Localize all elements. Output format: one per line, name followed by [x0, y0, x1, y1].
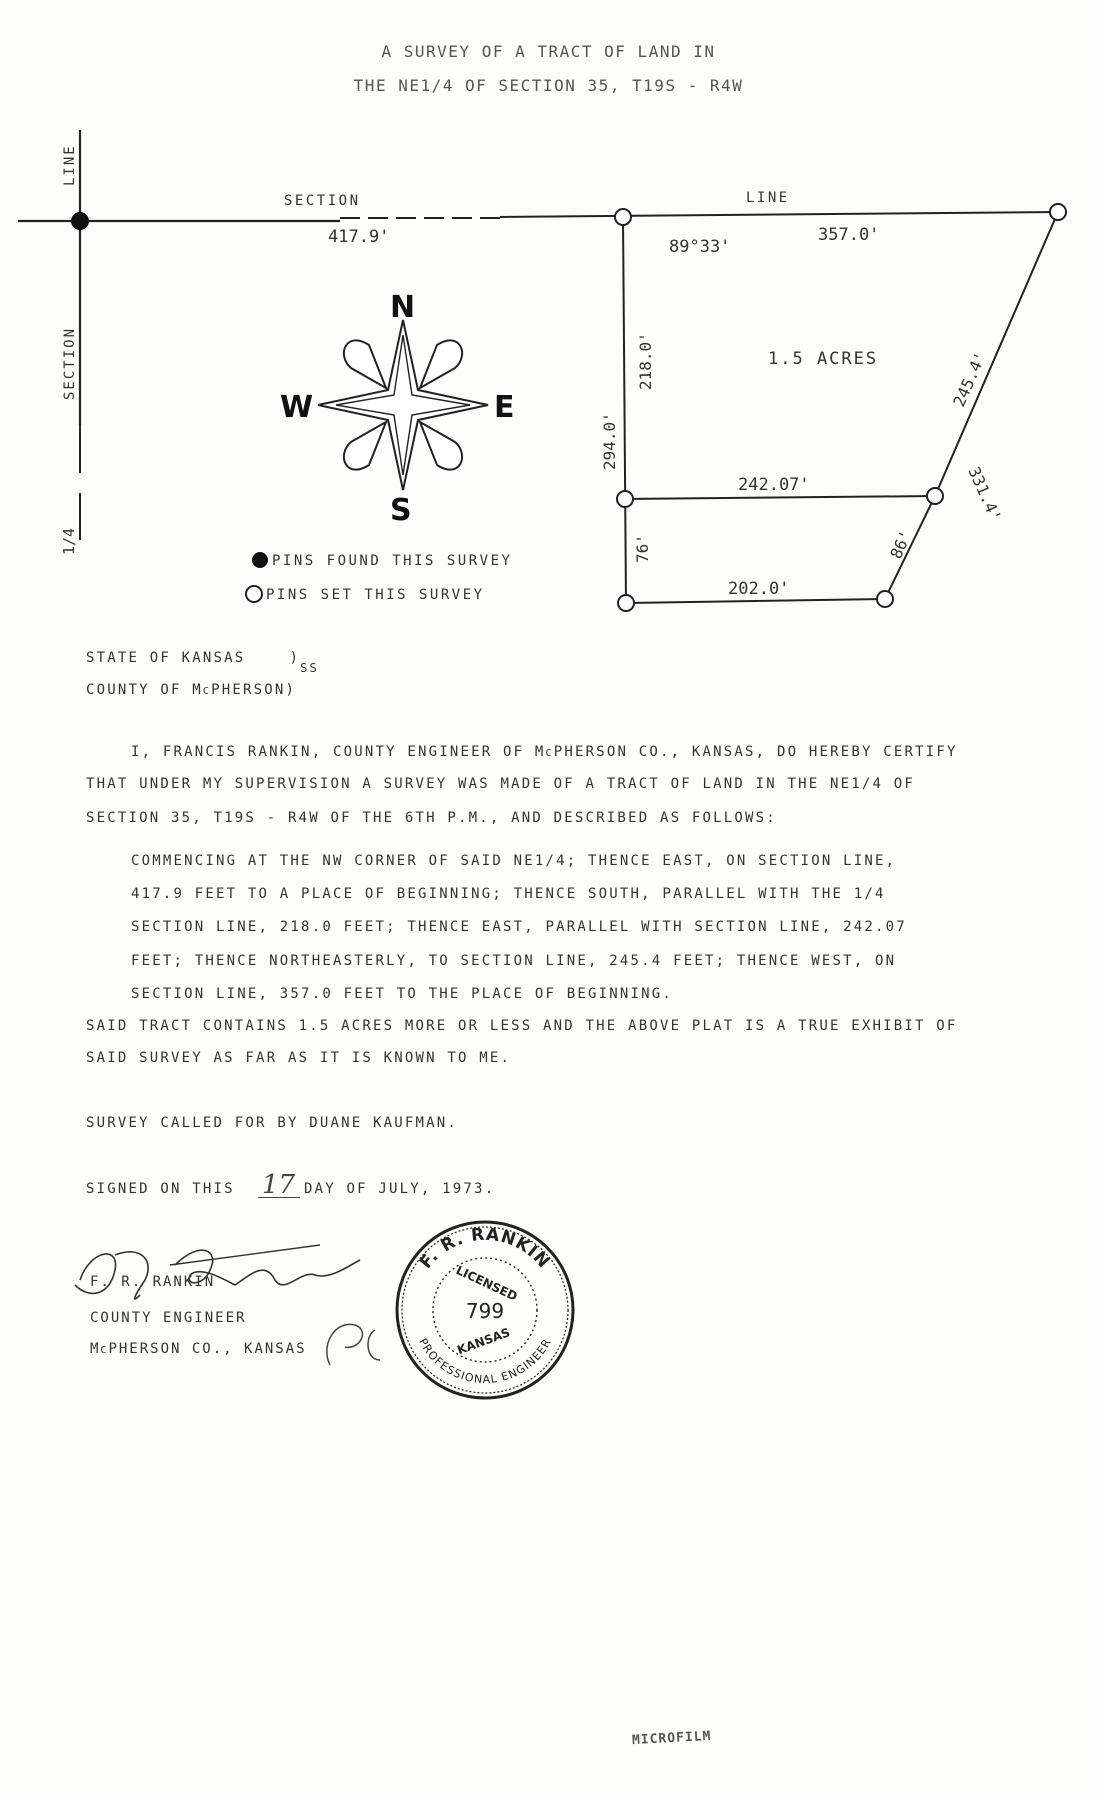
- dimension-357-0: 357.0': [818, 225, 880, 245]
- tract-middle-line: [625, 496, 935, 499]
- compass-s: S: [390, 493, 412, 528]
- signer-org: McPHERSON CO., KANSAS: [90, 1341, 307, 1357]
- signed-on-prefix: SIGNED ON THIS: [86, 1181, 235, 1197]
- legend-pin-found-icon: [252, 552, 268, 568]
- vertical-section-label: SECTION: [62, 326, 78, 400]
- vertical-line-label: LINE: [62, 144, 78, 186]
- title-line-2: THE NE1/4 OF SECTION 35, T19S - R4W: [353, 76, 744, 95]
- signed-on-suffix: DAY OF JULY, 1973.: [304, 1181, 496, 1197]
- certificate-line-2: THAT UNDER MY SUPERVISION A SURVEY WAS MADE OF A TRACT OF LAND IN THE NE1/4 OF: [86, 776, 916, 792]
- dimension-202-0: 202.0': [728, 579, 790, 599]
- day-underline: [258, 1197, 300, 1198]
- vertical-quarter-label: 1/4: [60, 527, 78, 555]
- dimension-245-4: 245.4': [949, 349, 991, 410]
- legend-found-label: PINS FOUND THIS SURVEY: [272, 553, 513, 569]
- dimension-218-0: 218.0': [636, 332, 655, 390]
- description-line-5: SECTION LINE, 357.0 FEET TO THE PLACE OF BEGINNING.: [131, 986, 674, 1002]
- certificate-line-1: I, FRANCIS RANKIN, COUNTY ENGINEER OF McPHERSON CO., KANSAS, DO HEREBY CERTIFY: [131, 744, 958, 760]
- pin-set-icon: [618, 595, 634, 611]
- svg-text:KANSAS: KANSAS: [455, 1325, 512, 1358]
- tract-northeast-line: [935, 212, 1058, 496]
- contains-line-1: SAID TRACT CONTAINS 1.5 ACRES MORE OR LESS AND THE ABOVE PLAT IS A TRUE EXHIBIT OF: [86, 1018, 958, 1034]
- dimension-331-4: 331.4': [964, 463, 1006, 525]
- section-line-east: [500, 212, 1058, 217]
- compass-n: N: [390, 290, 416, 325]
- venue-state: STATE OF KANSAS )SS: [86, 650, 319, 675]
- dimension-242-07: 242.07': [738, 475, 810, 495]
- dimension-417-9: 417.9': [328, 227, 390, 247]
- pin-set-icon: [617, 491, 633, 507]
- description-line-2: 417.9 FEET TO A PLACE OF BEGINNING; THENCE SOUTH, PARALLEL WITH THE 1/4: [131, 886, 886, 902]
- legend-set-label: PINS SET THIS SURVEY: [266, 587, 485, 603]
- certificate-line-3: SECTION 35, T19S - R4W OF THE 6TH P.M., AND DESCRIBED AS FOLLOWS:: [86, 810, 777, 826]
- signed-day: 17: [262, 1170, 296, 1200]
- description-line-4: FEET; THENCE NORTHEASTERLY, TO SECTION LINE, 245.4 FEET; THENCE WEST, ON: [131, 953, 897, 969]
- pin-set-icon: [1050, 204, 1066, 220]
- pin-set-icon: [615, 209, 631, 225]
- dimension-294-0: 294.0': [600, 412, 619, 470]
- compass-w: W: [280, 390, 314, 425]
- section-label: SECTION: [284, 193, 361, 209]
- svg-text:LICENSED: LICENSED: [453, 1263, 520, 1304]
- initials-mark: [320, 1305, 400, 1375]
- bearing-label: 89°33': [669, 237, 731, 257]
- acres-label: 1.5 ACRES: [768, 349, 879, 369]
- svg-text:799: 799: [465, 1299, 505, 1323]
- contains-line-2: SAID SURVEY AS FAR AS IT IS KNOWN TO ME.: [86, 1050, 512, 1066]
- svg-text:F. R. RANKIN: F. R. RANKIN: [416, 1224, 554, 1273]
- title-line-1: A SURVEY OF A TRACT OF LAND IN: [381, 42, 716, 61]
- legend-pin-set-icon: [246, 586, 262, 602]
- svg-text:PROFESSIONAL ENGINEER: PROFESSIONAL ENGINEER: [416, 1336, 554, 1387]
- venue-county: COUNTY OF McPHERSON): [86, 682, 297, 698]
- line-label: LINE: [746, 190, 790, 206]
- tract-south-line: [626, 599, 885, 603]
- signer-name: F. R. RANKIN: [90, 1274, 216, 1290]
- pin-found-icon: [71, 212, 89, 230]
- description-line-1: COMMENCING AT THE NW CORNER OF SAID NE1/4; THENCE EAST, ON SECTION LINE,: [131, 853, 897, 869]
- survey-called-for: SURVEY CALLED FOR BY DUANE KAUFMAN.: [86, 1115, 459, 1131]
- plat-drawing: [0, 0, 1097, 640]
- compass-rose-icon: [318, 320, 488, 490]
- pin-set-icon: [877, 591, 893, 607]
- pin-set-icon: [927, 488, 943, 504]
- signer-title: COUNTY ENGINEER: [90, 1310, 247, 1326]
- compass-e: E: [494, 390, 515, 425]
- description-line-3: SECTION LINE, 218.0 FEET; THENCE EAST, PARALLEL WITH SECTION LINE, 242.07: [131, 919, 907, 935]
- dimension-86: 86': [886, 527, 916, 562]
- dimension-76: 76': [633, 534, 652, 563]
- tract-west-line: [623, 217, 626, 603]
- microfilm-stamp: MICROFILM: [631, 1728, 712, 1749]
- engineer-seal-icon: [390, 1215, 580, 1405]
